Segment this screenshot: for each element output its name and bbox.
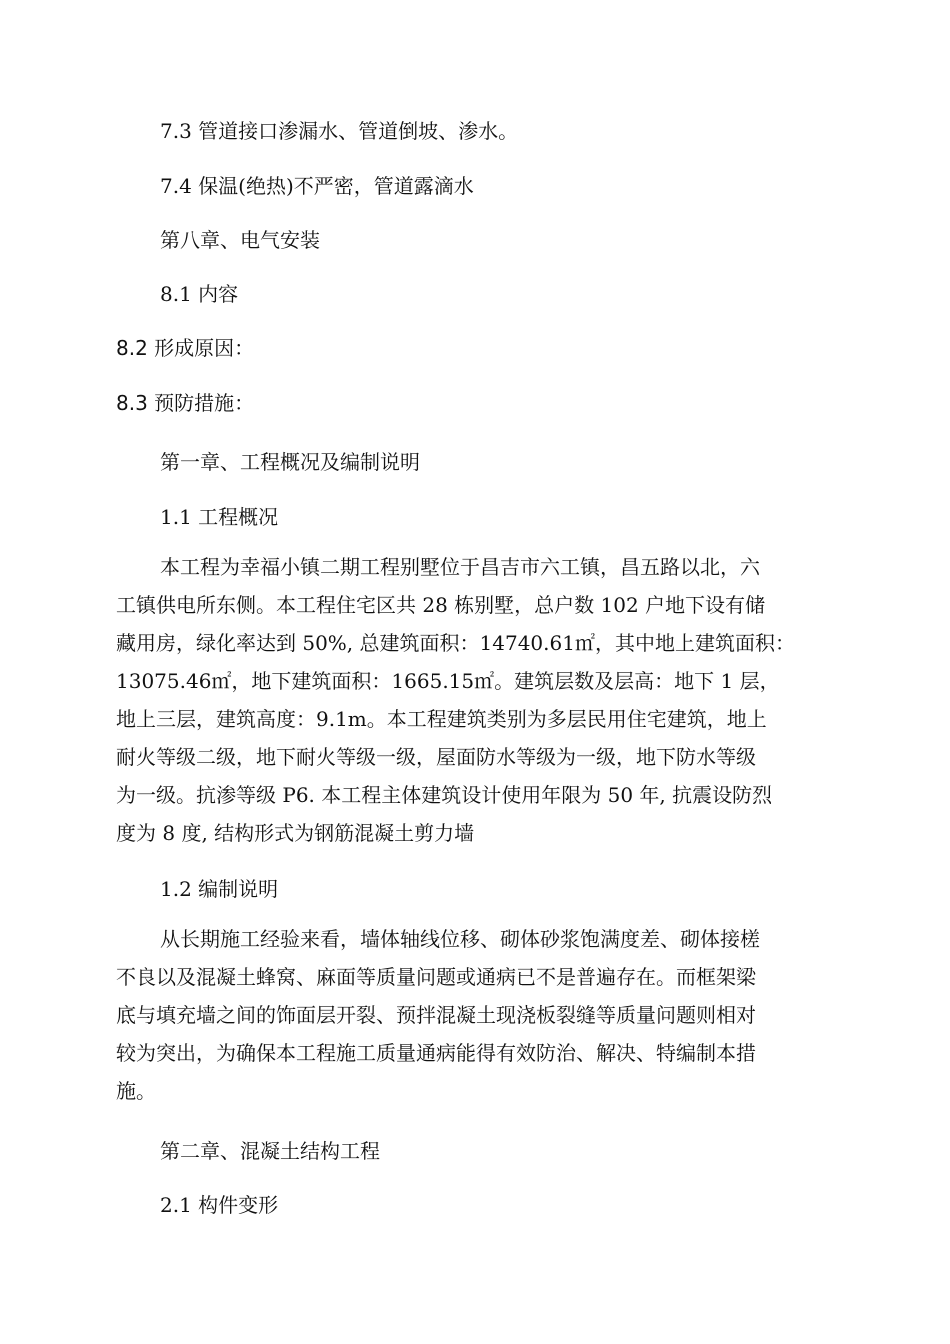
paragraph-line: 较为突出，为确保本工程施工质量通病能得有效防治、解决、特编制本措	[116, 1041, 756, 1065]
paragraph-line: 地上三层，建筑高度：9.1m。本工程建筑类别为多层民用住宅建筑，地上	[116, 707, 767, 731]
paragraph-line: 13075.46㎡，地下建筑面积：1665.15㎡。建筑层数及层高：地下 1 层，	[116, 669, 780, 693]
paragraph-line: 工镇供电所东侧。本工程住宅区共 28 栋别墅，总户数 102 户地下设有储	[116, 593, 766, 617]
compilation-notes-paragraph	[116, 920, 836, 1110]
heading-8-3: 8.3 预防措施：	[116, 391, 255, 415]
chapter-1-title: 第一章、工程概况及编制说明	[160, 450, 420, 474]
paragraph-line: 为一级。抗渗等级 P6. 本工程主体建筑设计使用年限为 50 年, 抗震设防烈	[116, 783, 773, 807]
paragraph-line: 藏用房，绿化率达到 50%, 总建筑面积：14740.61㎡，其中地上建筑面积：	[116, 631, 795, 655]
heading-2-1: 2.1 构件变形	[160, 1193, 279, 1217]
paragraph-line: 从长期施工经验来看，墙体轴线位移、砌体砂浆饱满度差、砌体接槎	[160, 927, 760, 951]
paragraph-line: 施。	[116, 1079, 156, 1103]
paragraph-line: 本工程为幸福小镇二期工程别墅位于昌吉市六工镇，昌五路以北，六	[160, 555, 760, 579]
paragraph-line: 不良以及混凝土蜂窝、麻面等质量问题或通病已不是普遍存在。而框架梁	[116, 965, 756, 989]
chapter-2-title: 第二章、混凝土结构工程	[160, 1139, 380, 1163]
heading-7-3: 7.3 管道接口渗漏水、管道倒坡、渗水。	[160, 119, 519, 143]
paragraph-line: 底与填充墙之间的饰面层开裂、预拌混凝土现浇板裂缝等质量问题则相对	[116, 1003, 756, 1027]
project-overview-paragraph	[116, 548, 836, 852]
heading-1-2: 1.2 编制说明	[160, 877, 279, 901]
heading-8-2: 8.2 形成原因：	[116, 336, 255, 360]
heading-7-4: 7.4 保温(绝热)不严密，管道露滴水	[160, 174, 474, 198]
chapter-8-title: 第八章、电气安装	[160, 228, 320, 252]
paragraph-line: 耐火等级二级，地下耐火等级一级，屋面防水等级为一级，地下防水等级	[116, 745, 756, 769]
paragraph-line: 度为 8 度, 结构形式为钢筋混凝土剪力墙	[116, 821, 475, 845]
heading-8-1: 8.1 内容	[160, 282, 239, 306]
heading-1-1: 1.1 工程概况	[160, 505, 279, 529]
